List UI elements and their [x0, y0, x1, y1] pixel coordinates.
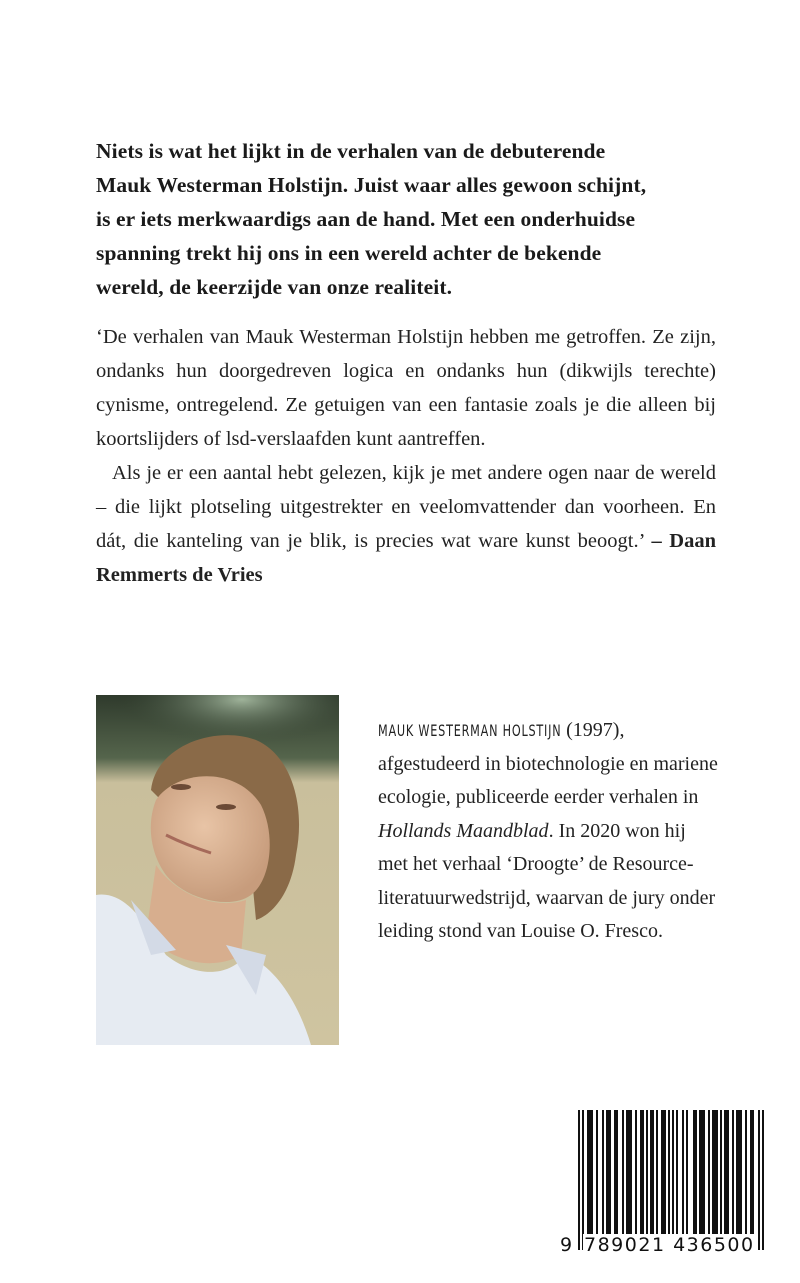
blurb-line: Mauk Westerman Holstijn. Juist waar alles gewoon schijnt,: [96, 173, 647, 197]
author-birth-year: (1997),: [561, 719, 625, 741]
author-name: MAUK WESTERMAN HOLSTIJN: [378, 721, 562, 740]
quote-paragraph-1: ‘De verhalen van Mauk Westerman Holstijn hebben me getroffen. Ze zijn, ondanks hun doorgedreven logica en ondanks hun (dikwijls terechte) cynisme, ontregelend. Ze getuigen van een fantasie zoals je die alleen bij koortslijders of lsd-verslaafden kunt aantreffen.: [96, 326, 716, 450]
publication-title: Hollands Maandblad: [378, 819, 549, 842]
author-photo: [96, 695, 339, 1045]
blurb-line: spanning trekt hij ons in een wereld achter de bekende: [96, 241, 602, 265]
author-portrait-image: [96, 695, 339, 1045]
blurb-line: Niets is wat het lijkt in de verhalen van de debuterende: [96, 139, 606, 163]
quote-paragraph-2: [96, 456, 716, 592]
blurb: [96, 134, 716, 304]
quote-paragraph-2-text: Als je er een aantal hebt gelezen, kijk je met andere ogen naar de wereld – die lijkt plotseling uitgestrekter en veelomvattender dan voorheen. En dát, die kanteling van je blik, is precies wat ware kunst beoogt.’: [96, 462, 716, 552]
review-quote: [96, 320, 716, 592]
author-bio-text: [378, 714, 718, 949]
barcode-lead-digit: 9: [560, 1234, 573, 1256]
blurb-line: is er iets merkwaardigs aan de hand. Met een onderhuidse: [96, 207, 636, 231]
barcode-digits: 789021 436500: [584, 1234, 755, 1256]
bio-text-2: . In 2020 won hij met het verhaal ‘Droogte’ de Resource-literatuurwedstrijd, waarvan de jury onder leiding stond van Louise O. Fresco.: [378, 819, 716, 942]
bio-text-1: afgestudeerd in biotechnologie en mariene ecologie, publiceerde eerder verhalen in: [378, 752, 718, 808]
quote-attribution: – Daan Remmerts de Vries: [96, 530, 716, 586]
author-bio: [378, 714, 718, 949]
blurb-line: wereld, de keerzijde van onze realiteit.: [96, 275, 453, 299]
